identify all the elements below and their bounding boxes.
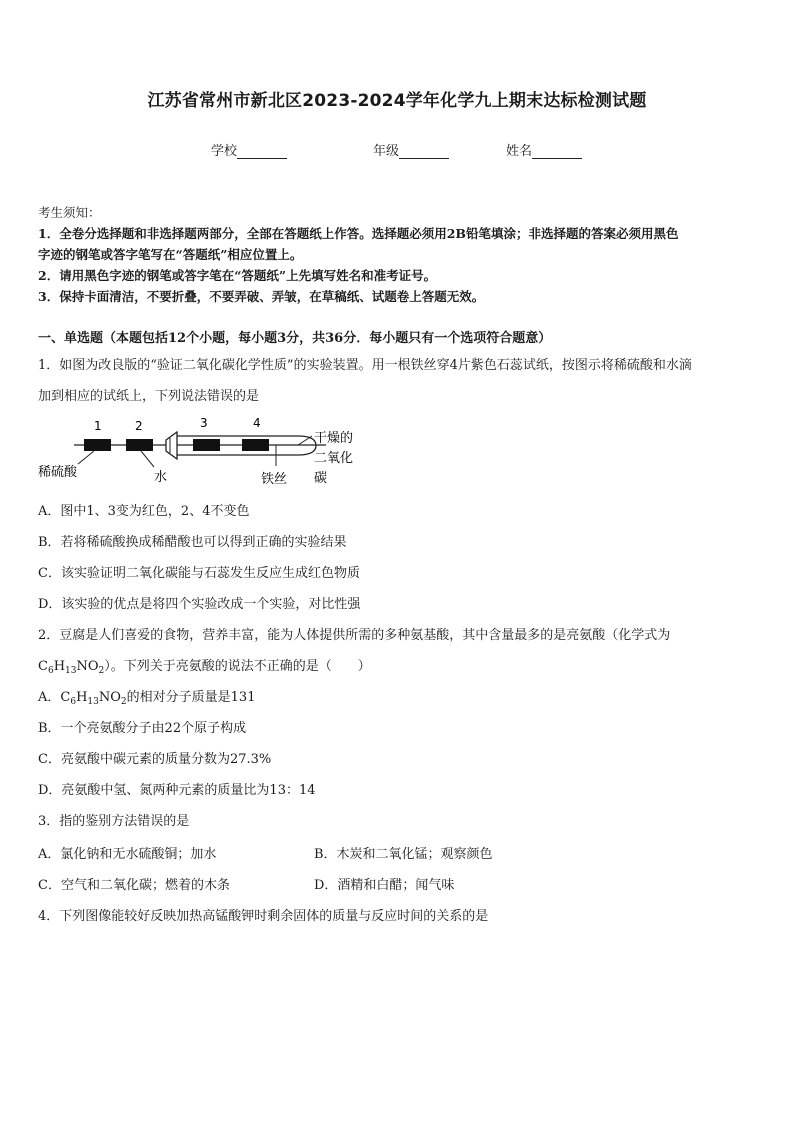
label-iron-wire: 铁丝 (261, 472, 288, 487)
q2-option-d[interactable]: D．亮氨酸中氢、氮两种元素的质量比为13：14 (38, 783, 316, 798)
paper-number-3: 3 (200, 416, 208, 430)
notice-item-1-line-1: 1．全卷分选择题和非选择题两部分，全部在答题纸上作答。选择题必须用2B铅笔填涂；非选择题的答案必须用黑色 (38, 226, 679, 241)
q3-option-b[interactable]: B．木炭和二氧化锰；观察颜色 (314, 847, 493, 862)
q2-stem-line-2 (38, 655, 371, 674)
paper-number-1: 1 (94, 419, 102, 433)
grade-label: 年级 (373, 144, 400, 159)
acid-leader-line (78, 451, 94, 464)
q3-option-a[interactable]: A．氯化钠和无水硫酸铜；加水 (38, 847, 217, 862)
q3-stem: 3．指的鉴别方法错误的是 (38, 814, 190, 829)
label-dry-co2-line-3: 碳 (314, 471, 328, 486)
label-water: 水 (154, 470, 168, 485)
label-dilute-sulfuric-acid: 稀硫酸 (38, 465, 78, 480)
grade-field[interactable] (373, 140, 449, 159)
page-title: 江苏省常州市新北区2023-2024学年化学九上期末达标检测试题 (147, 91, 647, 111)
q2-formula: $C_6H_{13}NO_2$ (38, 659, 105, 676)
q1-option-a[interactable]: A．图中1、3变为红色，2、4不变色 (38, 504, 250, 519)
q1-option-c[interactable]: C．该实验证明二氧化碳能与石蕊发生反应生成红色物质 (38, 566, 360, 581)
q1-option-b[interactable]: B．若将稀硫酸换成稀醋酸也可以得到正确的实验结果 (38, 535, 347, 550)
litmus-paper-3 (193, 439, 220, 451)
q1-stem-line-2: 加到相应的试纸上，下列说法错误的是 (38, 389, 260, 404)
tube-stopper (166, 432, 177, 459)
q1-apparatus-figure (36, 412, 366, 490)
q2-stem-tail: ）。下列关于亮氨酸的说法不正确的是（ ） (104, 659, 371, 674)
name-blank[interactable] (532, 144, 582, 159)
q2-option-a[interactable]: A．$C_6H_{13}NO_2$的相对分子质量是131 (38, 690, 256, 707)
label-dry-co2-line-2: 二氧化 (314, 451, 354, 466)
q3-option-d[interactable]: D．酒精和白醋；闻气味 (314, 878, 455, 893)
school-field[interactable] (211, 140, 287, 159)
notice-item-2: 2．请用黑色字迹的钢笔或答字笔在“答题纸”上先填写姓名和准考证号。 (38, 268, 437, 283)
litmus-paper-4 (242, 439, 269, 451)
school-blank[interactable] (237, 144, 287, 159)
q1-option-d[interactable]: D．该实验的优点是将四个实验改成一个实验，对比性强 (38, 597, 361, 612)
co2-leader-line (298, 436, 312, 445)
grade-blank[interactable] (399, 144, 449, 159)
section-heading: 一、单选题（本题包括12个小题，每小题3分，共36分．每小题只有一个选项符合题意） (38, 331, 552, 346)
notice-item-1-line-2: 字迹的钢笔或答字笔写在“答题纸”相应位置上。 (38, 247, 303, 262)
water-leader-line (141, 451, 154, 467)
name-label: 姓名 (506, 144, 533, 159)
q2-option-a-formula: $C_6H_{13}NO_2$ (60, 690, 127, 707)
paper-number-2: 2 (135, 419, 143, 433)
litmus-paper-1 (84, 439, 111, 451)
name-field[interactable] (506, 140, 582, 159)
notice-heading: 考生须知： (38, 205, 101, 220)
q2-option-b[interactable]: B．一个亮氨酸分子由22个原子构成 (38, 721, 247, 736)
q2-stem-line-1: 2．豆腐是人们喜爱的食物，营养丰富，能为人体提供所需的多种氨基酸，其中含量最多的是亮氨酸（化学式为 (38, 628, 671, 643)
q4-stem: 4．下列图像能较好反映加热高锰酸钾时剩余固体的质量与反应时间的关系的是 (38, 909, 489, 924)
q3-option-c[interactable]: C．空气和二氧化碳；燃着的木条 (38, 878, 230, 893)
litmus-paper-2 (126, 439, 153, 451)
paper-number-4: 4 (253, 416, 261, 430)
school-label: 学校 (211, 144, 238, 159)
q1-stem-line-1: 1．如图为改良版的“验证二氧化碳化学性质”的实验装置。用一根铁丝穿4片紫色石蕊试纸，按图示将稀硫酸和水滴 (38, 358, 692, 373)
notice-item-3: 3．保持卡面清洁，不要折叠，不要弄破、弄皱，在草稿纸、试题卷上答题无效。 (38, 289, 485, 304)
label-dry-co2-line-1: 干燥的 (314, 431, 354, 446)
q2-option-c[interactable]: C．亮氨酸中碳元素的质量分数为27.3% (38, 752, 272, 767)
